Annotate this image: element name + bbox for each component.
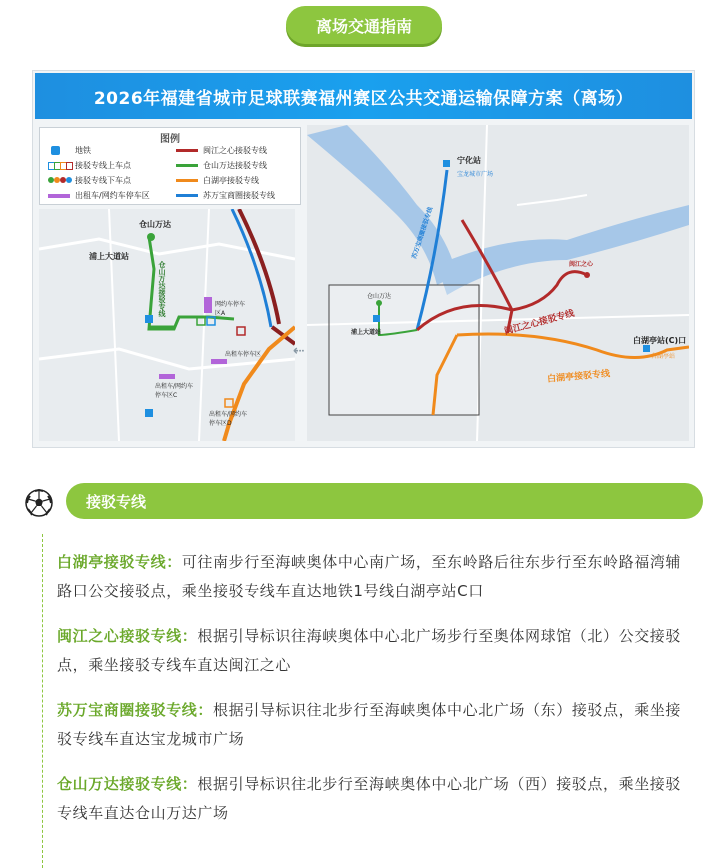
route-name: 苏万宝商圈接驳专线： bbox=[57, 701, 214, 719]
legend-label: 白湖亭接驳专线 bbox=[203, 176, 259, 185]
label-overview-pushang: 浦上大道站 bbox=[351, 329, 382, 336]
zoomed-map-graphic bbox=[39, 209, 295, 441]
arrow-left-icon: ⇠ bbox=[293, 343, 305, 359]
route-paragraph-suwanbao bbox=[57, 696, 691, 754]
overview-map-graphic bbox=[307, 125, 689, 441]
label-pushang-station: 浦上大道站 bbox=[89, 252, 129, 261]
minjiang-route-icon bbox=[176, 146, 198, 155]
label-baihuting-route: 白湖亭接驳专线 bbox=[546, 369, 611, 385]
label-baihuting-exit-c: 白湖亭站(C)口 bbox=[633, 336, 687, 345]
map-legend bbox=[39, 127, 301, 205]
legend-label: 接驳专线上车点 bbox=[75, 161, 131, 170]
legend-item-suwanbao bbox=[176, 190, 275, 201]
shuttle-lines-content bbox=[42, 534, 703, 868]
label-minjiang-route: 闽江之心接驳专线 bbox=[503, 308, 576, 338]
legend-label: 闽江之心接驳专线 bbox=[203, 146, 267, 155]
cangshan-route-icon bbox=[176, 161, 198, 170]
section-header-shuttle-lines bbox=[66, 483, 703, 519]
metro-icon bbox=[48, 146, 70, 155]
soccer-ball-icon bbox=[24, 488, 54, 518]
route-paragraph-cangshan bbox=[57, 770, 691, 828]
legend-title: 图例 bbox=[160, 134, 180, 145]
legend-label: 出租车/网约车停车区 bbox=[75, 191, 150, 200]
dropoff-point-icon bbox=[48, 176, 70, 185]
label-overview-cangshan-wanda: 仓山万达 bbox=[367, 293, 392, 300]
route-text: 可往南步行至海峡奥体中心南广场，至东岭路后往东步行至东岭路福湾辅路口公交接驳点，乘坐接驳专线车直达地铁1号线白湖亭站C口 bbox=[57, 553, 682, 600]
label-cangshan-wanda: 仓山万达 bbox=[139, 220, 171, 229]
legend-label: 苏万宝商圈接驳专线 bbox=[203, 191, 275, 200]
taxi-zone-icon bbox=[48, 191, 70, 200]
route-text: 根据引导标识往海峡奥体中心北广场步行至奥体网球馆（北）公交接驳点，乘坐接驳专线车直达闽江之心 bbox=[57, 627, 682, 674]
section-title: 接驳专线 bbox=[86, 493, 147, 511]
label-taxi-zone: 出租车停车区 bbox=[225, 351, 262, 358]
route-paragraph-baihuting bbox=[57, 548, 691, 606]
map-title: 2026年福建省城市足球联赛福州赛区公共交通运输保障方案（离场） bbox=[35, 73, 692, 119]
label-baolong-plaza: 宝龙城市广场 bbox=[457, 171, 494, 178]
section-pill-departure-guide: 离场交通指南 bbox=[286, 6, 442, 44]
legend-label: 接驳专线下车点 bbox=[75, 176, 131, 185]
boarding-point-icon bbox=[48, 161, 70, 170]
route-text: 根据引导标识往北步行至海峡奥体中心北广场（东）接驳点，乘坐接驳专线车直达宝龙城市广场 bbox=[57, 701, 682, 748]
label-ride-hailing-a: 网约车停车区A bbox=[215, 301, 246, 317]
legend-item-taxi bbox=[48, 190, 150, 201]
legend-item-dropoff bbox=[48, 175, 131, 186]
label-cangshan-route: 仓山万达接驳专线 bbox=[158, 261, 166, 317]
baihuting-route-icon bbox=[176, 176, 198, 185]
label-taxi-zone-c: 出租车/网约车停车区C bbox=[155, 383, 194, 399]
legend-item-metro bbox=[48, 145, 91, 156]
label-ninghua-station: 宁化站 bbox=[457, 156, 481, 165]
legend-label: 仓山万达接驳专线 bbox=[203, 161, 267, 170]
route-text: 根据引导标识往北步行至海峡奥体中心北广场（西）接驳点，乘坐接驳专线车直达仓山万达广场 bbox=[57, 775, 682, 822]
route-name: 白湖亭接驳专线： bbox=[57, 553, 182, 571]
label-suwanbao-route: 苏万宝商圈接驳专线 bbox=[410, 206, 435, 260]
transport-map-card bbox=[32, 70, 695, 448]
zoomed-map bbox=[39, 209, 295, 441]
legend-item-cangshan bbox=[176, 160, 267, 171]
legend-item-minjiang bbox=[176, 145, 267, 156]
suwanbao-route-icon bbox=[176, 191, 198, 200]
label-baihuting-station: 白湖亭站 bbox=[651, 353, 676, 360]
overview-map bbox=[307, 125, 689, 441]
label-taxi-zone-d: 出租车/网约车停车区D bbox=[209, 411, 248, 427]
legend-label: 地铁 bbox=[75, 146, 91, 155]
legend-item-boarding bbox=[48, 160, 131, 171]
route-paragraph-minjiang bbox=[57, 622, 691, 680]
route-name: 闽江之心接驳专线： bbox=[57, 627, 198, 645]
route-name: 仓山万达接驳专线： bbox=[57, 775, 198, 793]
legend-item-baihuting bbox=[176, 175, 259, 186]
label-minjiang-heart: 闽江之心 bbox=[569, 261, 594, 268]
